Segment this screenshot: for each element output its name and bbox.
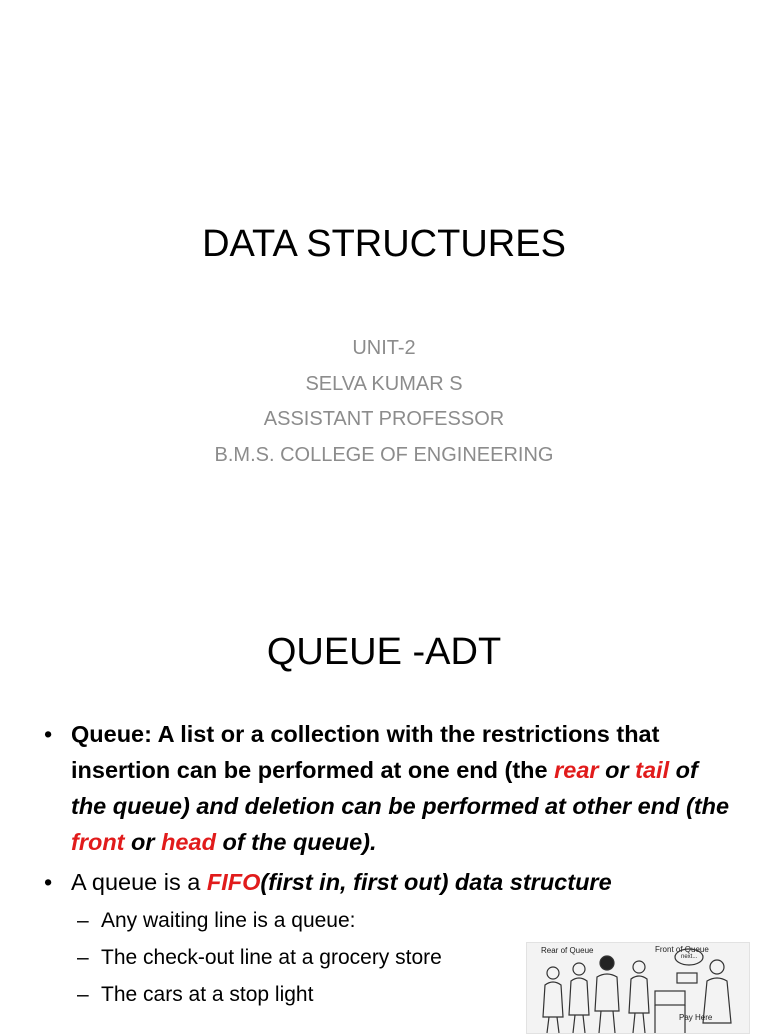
term-head: head: [161, 829, 216, 855]
bullet-dot-icon: •: [44, 721, 53, 747]
people-in-line-icon: [527, 943, 749, 1033]
slide-title: QUEUE -ADT: [266, 631, 502, 673]
term-rear: rear: [554, 757, 599, 783]
queue-illustration: [526, 942, 750, 1034]
sub-bullet-text: Any waiting line is a queue:: [101, 909, 356, 932]
term-fifo: FIFO: [206, 869, 261, 895]
bullet-dot-icon: •: [44, 869, 53, 895]
fifo-description: (first in, first out) data structure: [260, 869, 612, 895]
sub-bullet-text: The cars at a stop light: [101, 983, 314, 1006]
sub-bullet-text: The check-out line at a grocery store: [101, 946, 442, 969]
definition-mid: of the queue) and deletion can be performed at other end (the: [71, 757, 730, 819]
word-or: or: [131, 829, 155, 855]
bullet-fifo: [44, 864, 734, 900]
dash-icon: –: [77, 909, 89, 932]
slide-title: DATA STRUCTURES: [202, 223, 566, 265]
author-line: SELVA KUMAR S: [305, 372, 463, 395]
role-line: ASSISTANT PROFESSOR: [263, 408, 505, 430]
fifo-lead: A queue is a: [71, 869, 201, 895]
definition-lead: Queue: A list or a collection with the restrictions that insertion can be performed at one end (the: [71, 721, 660, 783]
word-or: or: [605, 757, 629, 783]
term-front: front: [71, 829, 125, 855]
dash-icon: –: [77, 946, 89, 969]
rear-of-queue-label: Rear of Queue: [541, 946, 594, 955]
sub-bullet: [44, 902, 734, 939]
dash-icon: –: [77, 983, 89, 1006]
term-tail: tail: [635, 757, 670, 783]
pay-here-sign: Pay Here: [679, 1013, 713, 1022]
queue-adt-slide: [0, 576, 768, 1024]
definition-end: of the queue).: [222, 829, 377, 855]
unit-line: UNIT-2: [352, 337, 416, 359]
speech-bubble-text: next...: [681, 954, 698, 960]
slide-subtitle: [0, 335, 768, 477]
bullet-definition: [44, 716, 734, 860]
institution-line: B.M.S. COLLEGE OF ENGINEERING: [214, 443, 554, 466]
front-of-queue-label: Front of Queue: [655, 945, 709, 954]
